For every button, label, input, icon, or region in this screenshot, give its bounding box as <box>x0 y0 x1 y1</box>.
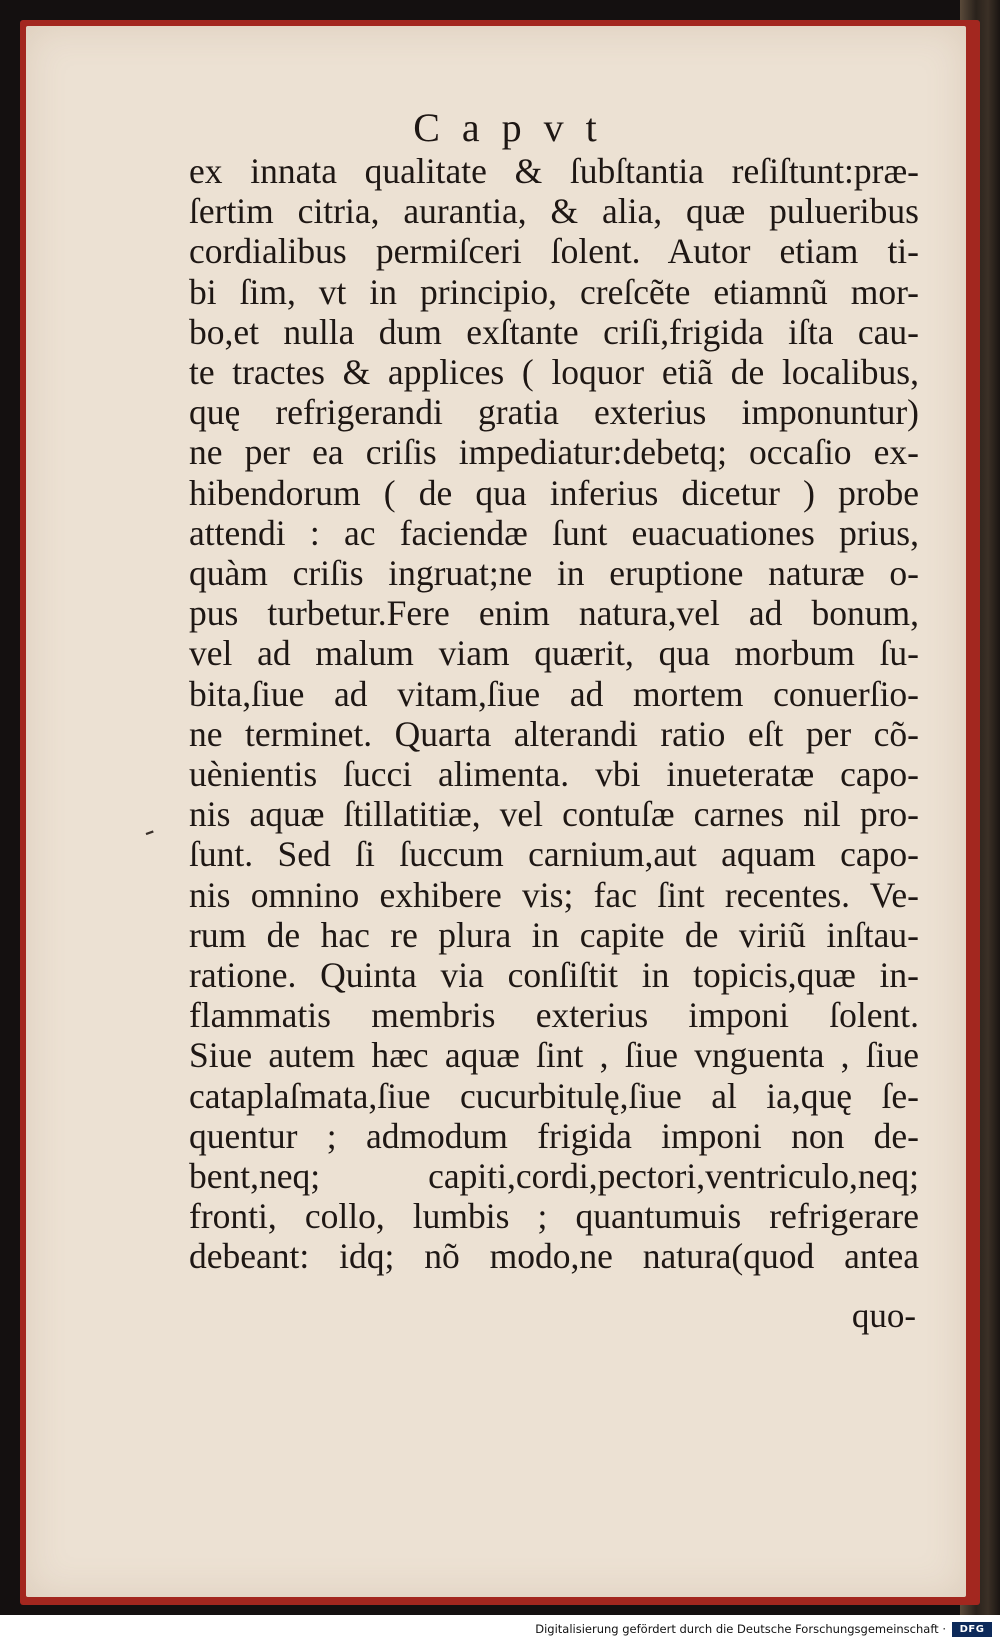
text-line: nis aquæ ſtillatitiæ, vel contuſæ carnes nil pro- <box>189 794 919 835</box>
text-line: vel ad malum viam quærit, qua morbum ſu- <box>189 633 919 674</box>
text-line: bent,neq; capiti,cordi,pectori,ventriculo,neq; <box>189 1156 919 1197</box>
text-line: bi ſim, vt in principio, creſcẽte etiamnũ mor- <box>189 271 919 312</box>
text-line: ne terminet. Quarta alterandi ratio eſt per cõ- <box>189 713 919 754</box>
text-line: fronti, collo, lumbis ; quantumuis refrigerare <box>189 1196 919 1237</box>
text-line: cataplaſmata,ſiue cucurbitulę,ſiue al ia,quę ſe- <box>189 1075 919 1116</box>
text-line: bita,ſiue ad vitam,ſiue ad mortem conuerſio- <box>189 673 919 714</box>
text-line: pus turbetur.Fere enim natura,vel ad bonum, <box>189 593 919 634</box>
text-line: attendi : ac faciendæ ſunt euacuationes prius, <box>189 512 919 553</box>
text-line: bo,et nulla dum exſtante criſi,frigida iſta cau- <box>189 311 919 352</box>
text-line: debeant: idq; nõ modo,ne natura(quod antea <box>189 1236 919 1277</box>
body-text <box>189 151 919 1277</box>
text-line: uènientis ſucci alimenta. vbi inueteratæ capo- <box>189 754 919 795</box>
text-line: ratione. Quinta via conſiſtit in topicis,quæ in- <box>189 955 919 996</box>
text-line: rum de hac re plura in capite de viriũ inſtau- <box>189 914 919 955</box>
footer-bar <box>0 1618 1000 1641</box>
text-line: flammatis membris exterius imponi ſolent. <box>189 995 919 1036</box>
text-line: hibendorum ( de qua inferius dicetur ) probe <box>189 472 919 513</box>
text-line: cordialibus permiſceri ſolent. Autor etiam ti- <box>189 231 919 272</box>
book-page <box>20 20 980 1605</box>
text-line: quę refrigerandi gratia exterius imponuntur) <box>189 392 919 433</box>
text-line: quàm criſis ingruat;ne in eruptione naturæ o- <box>189 553 919 594</box>
margin-mark: - <box>138 813 160 848</box>
running-header: Capvt <box>413 105 619 150</box>
text-line: ex innata qualitate & ſubſtantia reſiſtunt:præ- <box>189 151 919 191</box>
text-line: Siue autem hæc aquæ ſint , ſiue vnguenta , ſiue <box>189 1035 919 1076</box>
text-line: te tractes & applices ( loquor etiã de localibus, <box>189 352 919 393</box>
text-line: ſunt. Sed ſi ſuccum carnium,aut aquam capo- <box>189 834 919 875</box>
catchword: quo- <box>851 1296 916 1335</box>
text-line: ne per ea criſis impediatur:debetq; occaſio ex- <box>189 432 919 473</box>
text-line: quentur ; admodum frigida imponi non de- <box>189 1115 919 1156</box>
text-line: nis omnino exhibere vis; fac ſint recentes. Ve- <box>189 874 919 915</box>
dfg-logo-icon: DFG <box>952 1622 992 1637</box>
paper-sheet <box>26 26 966 1597</box>
text-line: ſertim citria, aurantia, & alia, quæ pulueribus <box>189 191 919 232</box>
footer-credit: Digitalisierung gefördert durch die Deutsche Forschungsgemeinschaft · <box>535 1622 946 1636</box>
